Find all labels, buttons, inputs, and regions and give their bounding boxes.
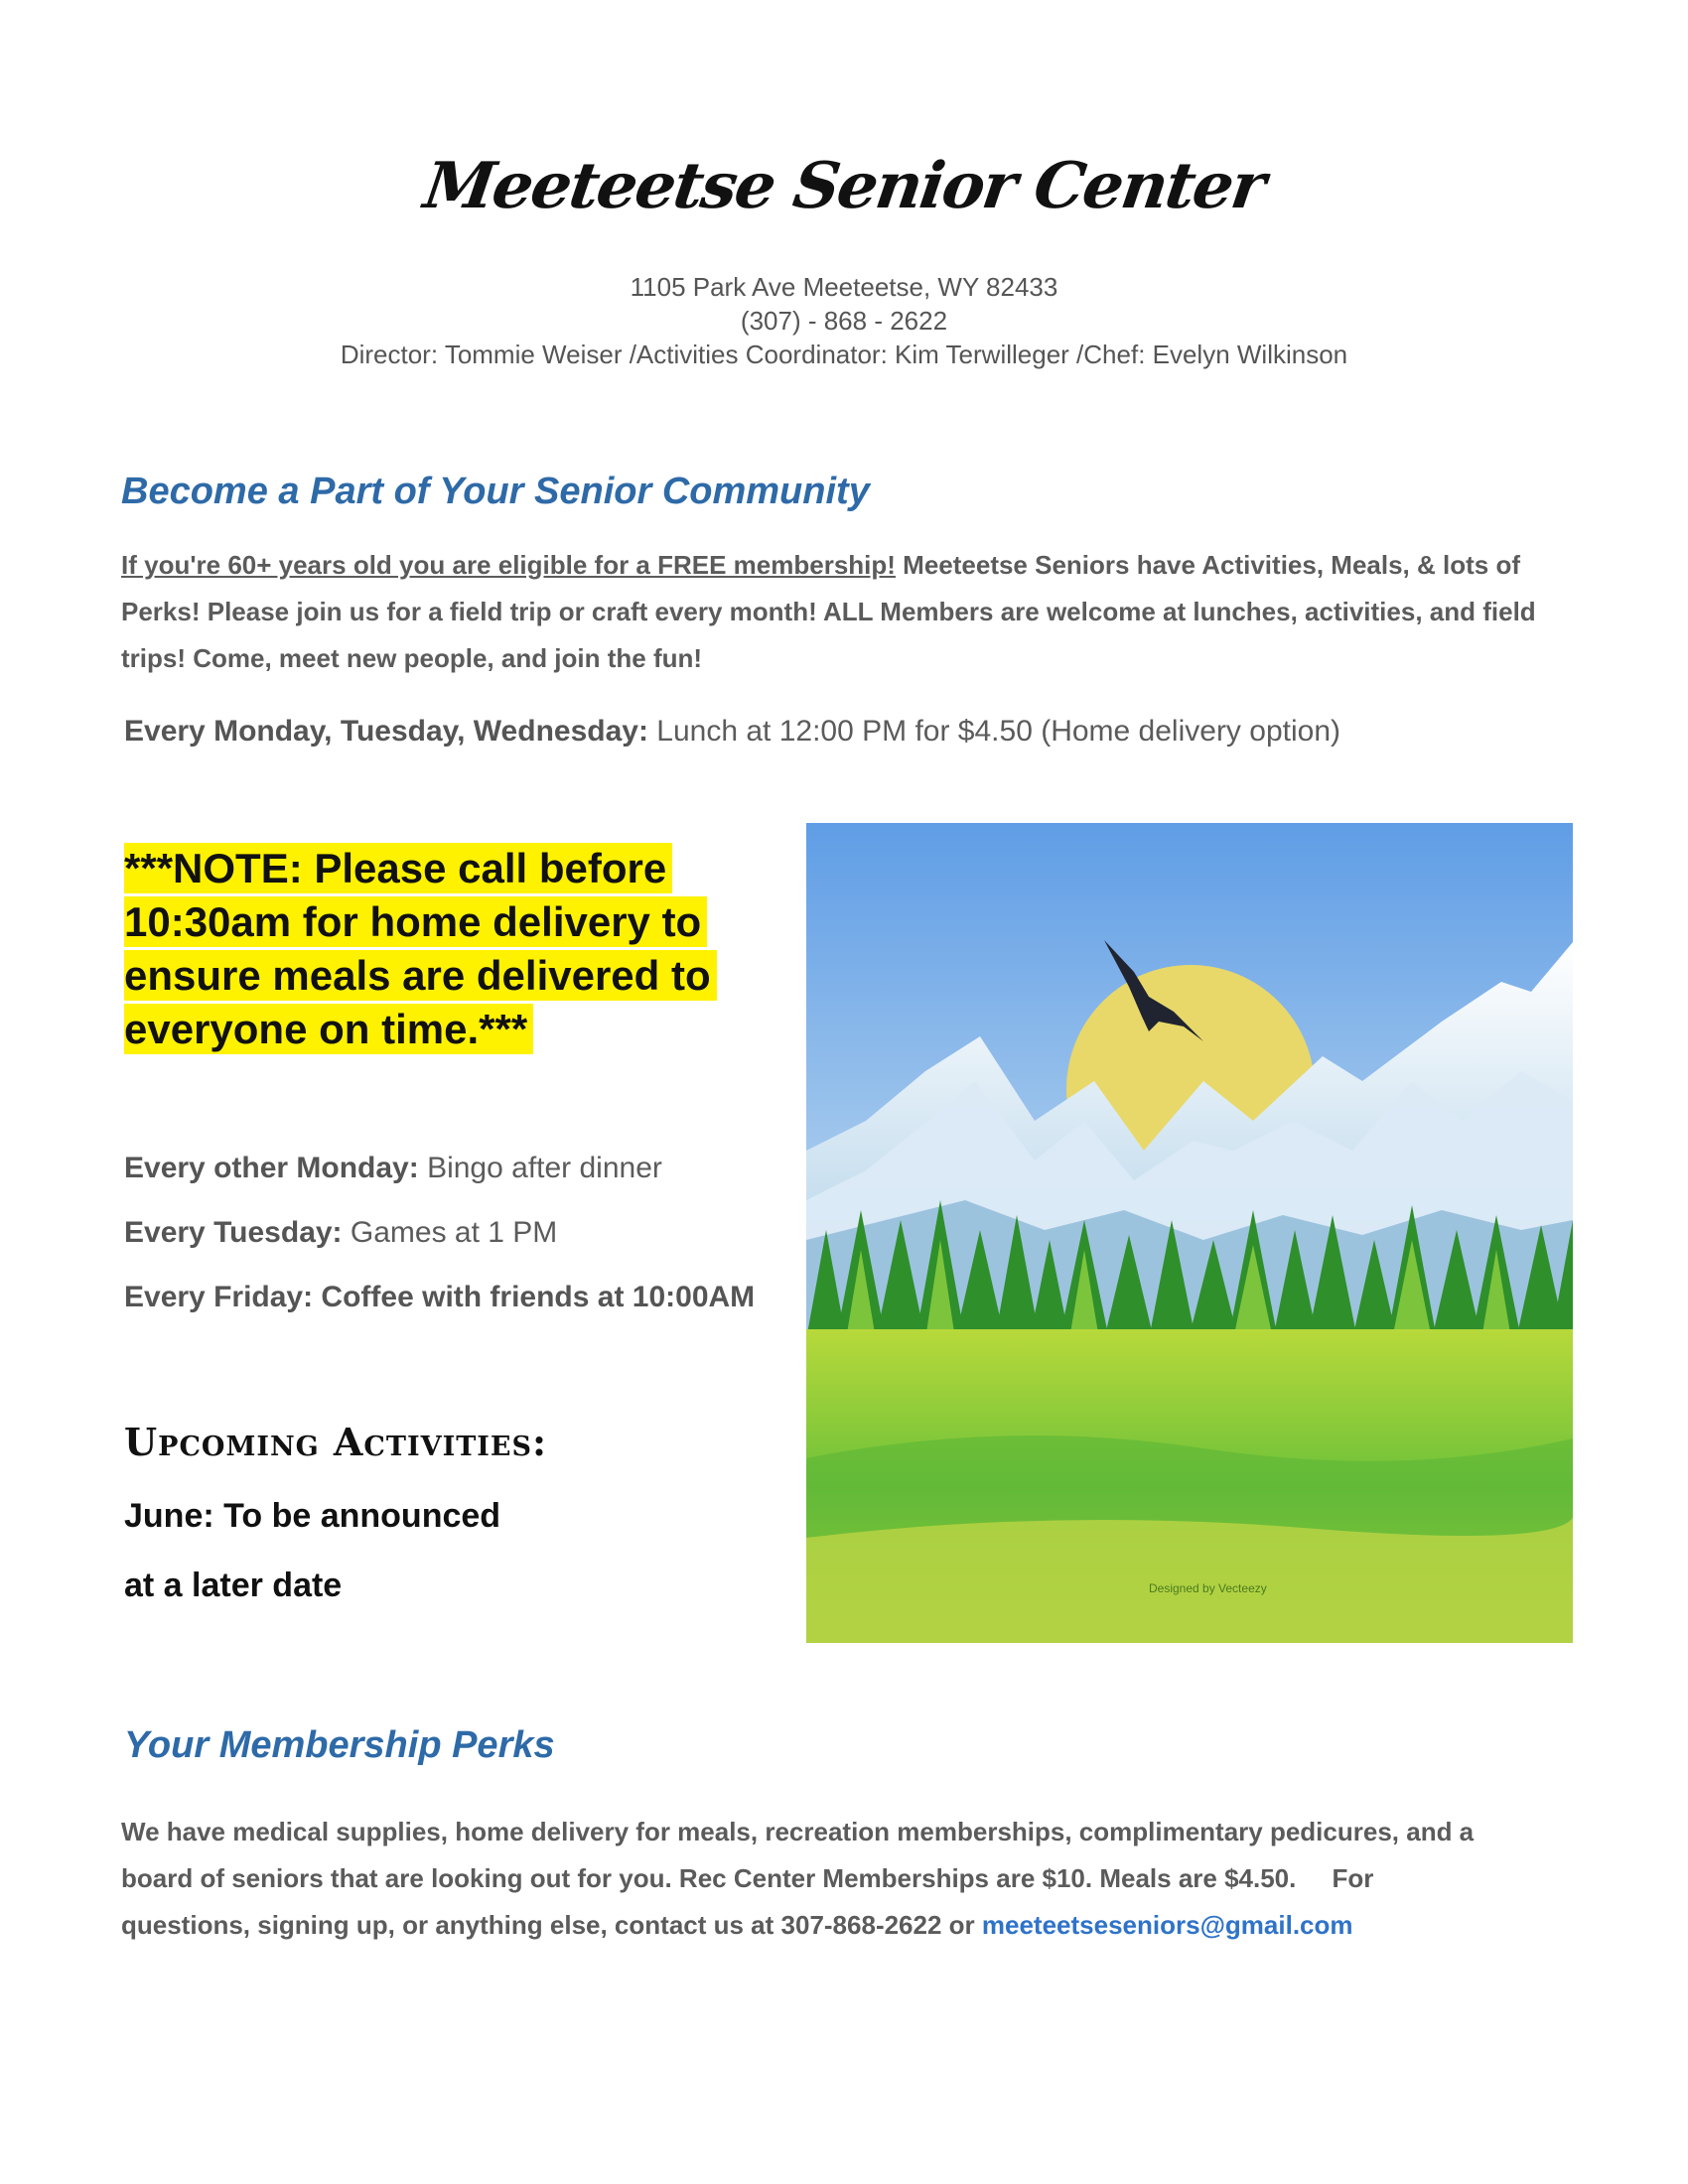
note-line-3: ensure meals are delivered to [124,950,717,1001]
perks-line-2: board of seniors that are looking out for you. Rec Center Memberships are $10. Meals are $4.50. For [121,1863,1374,1893]
schedule-label: Every other Monday: [124,1152,419,1184]
perks-line-3 [121,1902,1551,1949]
schedule-label: Every Friday: Coffee with friends at 10:00AM [124,1281,756,1313]
schedule-label: Every Tuesday: [124,1216,343,1249]
lunch-schedule [124,715,1340,749]
illustration-credit: Designed by Vecteezy [1149,1581,1267,1595]
home-delivery-note [124,842,740,1056]
note-line-1: ***NOTE: Please call before [124,843,672,893]
note-line-4: everyone on time.*** [124,1004,533,1054]
perks-paragraph [121,1809,1551,1949]
grass-foreground [806,1518,1573,1643]
lunch-label: Every Monday, Tuesday, Wednesday: [124,715,648,748]
page-title: Meeteetse Senior Center [419,149,1269,223]
upcoming-heading: Upcoming Activities: [124,1420,548,1464]
lunch-text: Lunch at 12:00 PM for $4.50 (Home delivery option) [647,715,1340,748]
perks-contact-text: questions, signing up, or anything else, contact us at 307-868-2622 or [121,1910,982,1940]
schedule-text: Games at 1 PM [342,1216,558,1249]
perks-heading: Your Membership Perks [124,1724,555,1766]
staff-line: Director: Tommie Weiser /Activities Coordinator: Kim Terwilleger /Chef: Evelyn Wilkinson [340,340,1348,369]
community-paragraph [121,542,1551,682]
community-heading: Become a Part of Your Senior Community [121,471,870,512]
phone-number: (307) - 868 - 2622 [740,306,948,336]
community-body: Meeteetse Seniors have Activities, Meals, & lots of Perks! Please join us for a field trip or craft every month! ALL Members are welcome at lunches, activities, and field trips! Come, meet new people, and join the fun! [121,550,1536,673]
perks-line-1: We have medical supplies, home delivery for meals, recreation memberships, complimentary pedicures, and a [121,1817,1475,1846]
note-line-2: 10:30am for home delivery to [124,896,707,947]
schedule-text: Bingo after dinner [418,1152,662,1184]
upcoming-line-1: June: To be announced [124,1497,501,1535]
address: 1105 Park Ave Meeteetse, WY 82433 [630,272,1058,302]
upcoming-line-2: at a later date [124,1567,343,1604]
email-link[interactable]: meeteetseseniors@gmail.com [981,1910,1353,1940]
eligibility-text: If you're 60+ years old you are eligible for a FREE membership! [121,550,896,580]
schedule-item [124,1216,557,1250]
schedule-item [124,1152,662,1185]
landscape-illustration [806,823,1573,1643]
schedule-item [124,1281,755,1314]
